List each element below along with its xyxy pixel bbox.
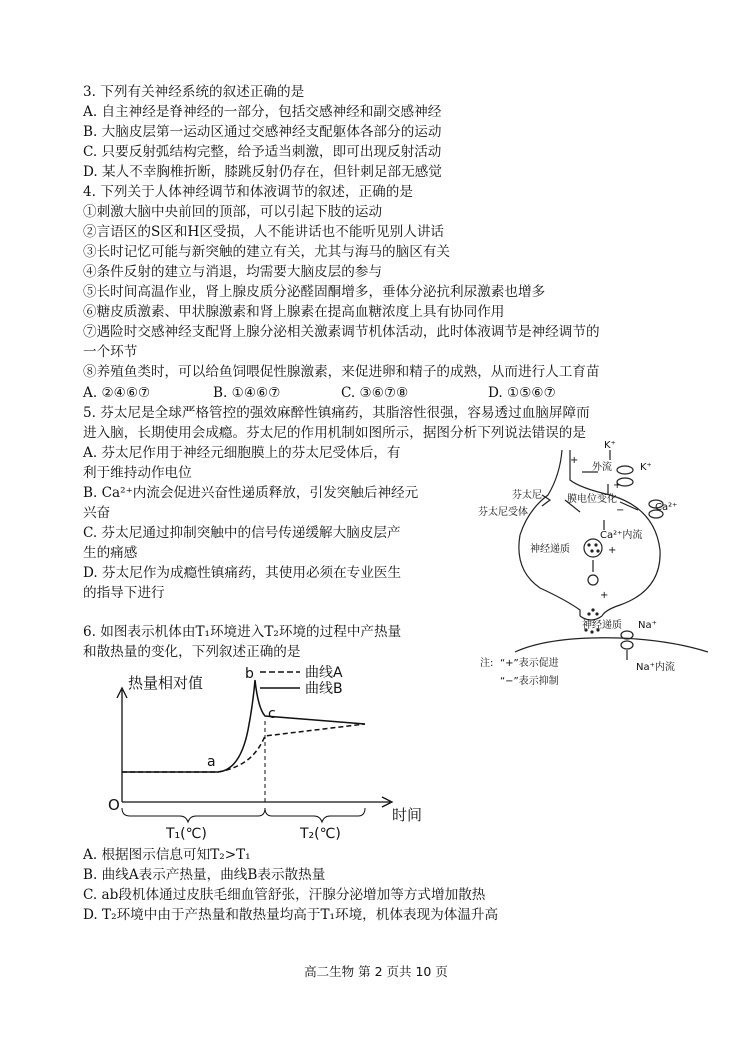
q4-item-5: ⑤长时间高温作业，肾上腺皮质分泌醛固酮增多，垂体分泌抗利尿激素也增多: [83, 284, 546, 300]
q4-item-2: ②言语区的S区和H区受损，人不能讲话也不能听见别人讲话: [83, 224, 445, 240]
chart-ylabel: 热量相对值: [128, 674, 204, 692]
legend-b: 曲线B: [305, 681, 343, 697]
diagram-minus: −: [616, 505, 625, 516]
point-b: b: [245, 666, 254, 682]
segment-t1: T₁(℃): [166, 826, 207, 842]
diagram-k-top: K⁺: [604, 440, 616, 451]
q6-option-d: D. T₂环境中由于产热量和散热量均高于T₁环境，机体表现为体温升高: [83, 907, 499, 923]
q4-option-c: C. ③⑥⑦⑧: [341, 385, 409, 401]
q3-option-a: A. 自主神经是脊神经的一部分，包括交感神经和副交感神经: [83, 104, 442, 120]
diagram-fentanyl: 芬太尼: [512, 490, 542, 501]
q4-stem: 4. 下列关于人体神经调节和体液调节的叙述，正确的是: [83, 184, 413, 200]
q3-option-b: B. 大脑皮层第一运动区通过交感神经支配躯体各部分的运动: [83, 124, 442, 140]
diagram-efflux: 外流: [592, 462, 612, 473]
q4-option-a: A. ②④⑥⑦: [83, 385, 151, 401]
heat-chart: [100, 660, 430, 842]
q4-item-1: ①刺激大脑中央前回的顶部，可以引起下肢的运动: [83, 204, 383, 220]
q5-stem-line1: 5. 芬太尼是全球严格管控的强效麻醉性镇痛药，其脂溶性很强，容易透过血脑屏障而: [83, 405, 590, 421]
chart-origin: O: [108, 796, 120, 814]
diagram-note-minus: “−”表示抑制: [500, 676, 559, 687]
diagram-ca-right: Ca²⁺: [655, 502, 678, 513]
q4-item-7-cont: 一个环节: [83, 344, 138, 360]
point-a: a: [207, 754, 216, 770]
q3-option-d: D. 某人不幸胸椎折断，膝跳反射仍存在，但针刺足部无感觉: [83, 164, 442, 180]
q4-option-b: B. ①④⑥⑦: [213, 385, 281, 401]
diagram-na-influx: Na⁺内流: [636, 662, 675, 673]
diagram-plus-4: +: [600, 590, 609, 601]
segment-t2: T₂(℃): [300, 826, 341, 842]
q5-option-b: B. Ca²⁺内流会促进兴奋性递质释放，引发突触后神经元: [83, 485, 419, 501]
diagram-transmitter-2: 神经递质: [582, 620, 622, 631]
q6-option-b: B. 曲线A表示产热量，曲线B表示散热量: [83, 867, 326, 883]
q5-option-c: C. 芬太尼通过抑制突触中的信号传递缓解大脑皮层产: [83, 525, 401, 541]
q6-stem-line1: 6. 如图表示机体由T₁环境进入T₂环境的过程中产热量: [83, 624, 402, 640]
q4-item-6: ⑥糖皮质激素、甲状腺激素和肾上腺素在提高血糖浓度上具有协同作用: [83, 304, 505, 320]
q6-option-c: C. ab段机体通过皮肤毛细血管舒张，汗腺分泌增加等方式增加散热: [83, 887, 486, 903]
q5-option-d-cont: 的指导下进行: [83, 585, 165, 601]
page-footer: 高二生物 第 2 页共 10 页: [304, 964, 448, 979]
diagram-ca-influx: Ca²⁺内流: [600, 530, 643, 541]
q5-option-b-cont: 兴奋: [83, 505, 111, 521]
q5-stem-line2: 进入脑，长期使用会成瘾。芬太尼的作用机制如图所示，据图分析下列说法错误的是: [83, 425, 586, 441]
point-c: c: [268, 706, 276, 722]
q5-option-a-cont: 利于维持动作电位: [83, 465, 192, 481]
diagram-receptor: 芬太尼受体: [478, 507, 528, 518]
q6-stem-line2: 和散热量的变化，下列叙述正确的是: [83, 644, 301, 660]
q3-option-c: C. 只要反射弧结构完整，给予适当刺激，即可出现反射活动: [83, 144, 442, 160]
diagram-membrane-change: 膜电位变化: [567, 494, 617, 505]
q6-option-a: A. 根据图示信息可知T₂>T₁: [83, 847, 251, 863]
fentanyl-mechanism-diagram: [470, 440, 725, 705]
q5-option-d: D. 芬太尼作为成瘾性镇痛药，其使用必须在专业医生: [83, 565, 402, 581]
q5-option-c-cont: 生的痛感: [83, 545, 138, 561]
diagram-note-label: 注:: [480, 658, 494, 669]
q4-item-4: ④条件反射的建立与消退，均需要大脑皮层的参与: [83, 264, 383, 280]
q5-option-a: A. 芬太尼作用于神经元细胞膜上的芬太尼受体后，有: [83, 445, 401, 461]
legend-a: 曲线A: [305, 665, 343, 681]
q4-item-8: ⑧养殖鱼类时，可以给鱼饲喂促性腺激素，来促进卵和精子的成熟，从而进行人工育苗: [83, 364, 600, 380]
diagram-note-plus: “+”表示促进: [500, 658, 559, 669]
diagram-plus-2: +: [613, 480, 622, 491]
q4-option-d: D. ①⑤⑥⑦: [488, 385, 556, 401]
q4-item-3: ③长时记忆可能与新突触的建立有关，尤其与海马的脑区有关: [83, 244, 451, 260]
diagram-plus-3: +: [608, 545, 617, 556]
diagram-k-right: K⁺: [640, 462, 652, 473]
diagram-transmitter-1: 神经递质: [530, 544, 570, 555]
q4-item-7: ⑦遇险时交感神经支配肾上腺分泌相关激素调节机体活动，此时体液调节是神经调节的: [83, 324, 600, 340]
chart-xlabel: 时间: [392, 806, 423, 824]
q3-stem: 3. 下列有关神经系统的叙述正确的是: [83, 84, 305, 100]
diagram-na: Na⁺: [638, 620, 657, 631]
diagram-plus-1: +: [570, 455, 579, 466]
